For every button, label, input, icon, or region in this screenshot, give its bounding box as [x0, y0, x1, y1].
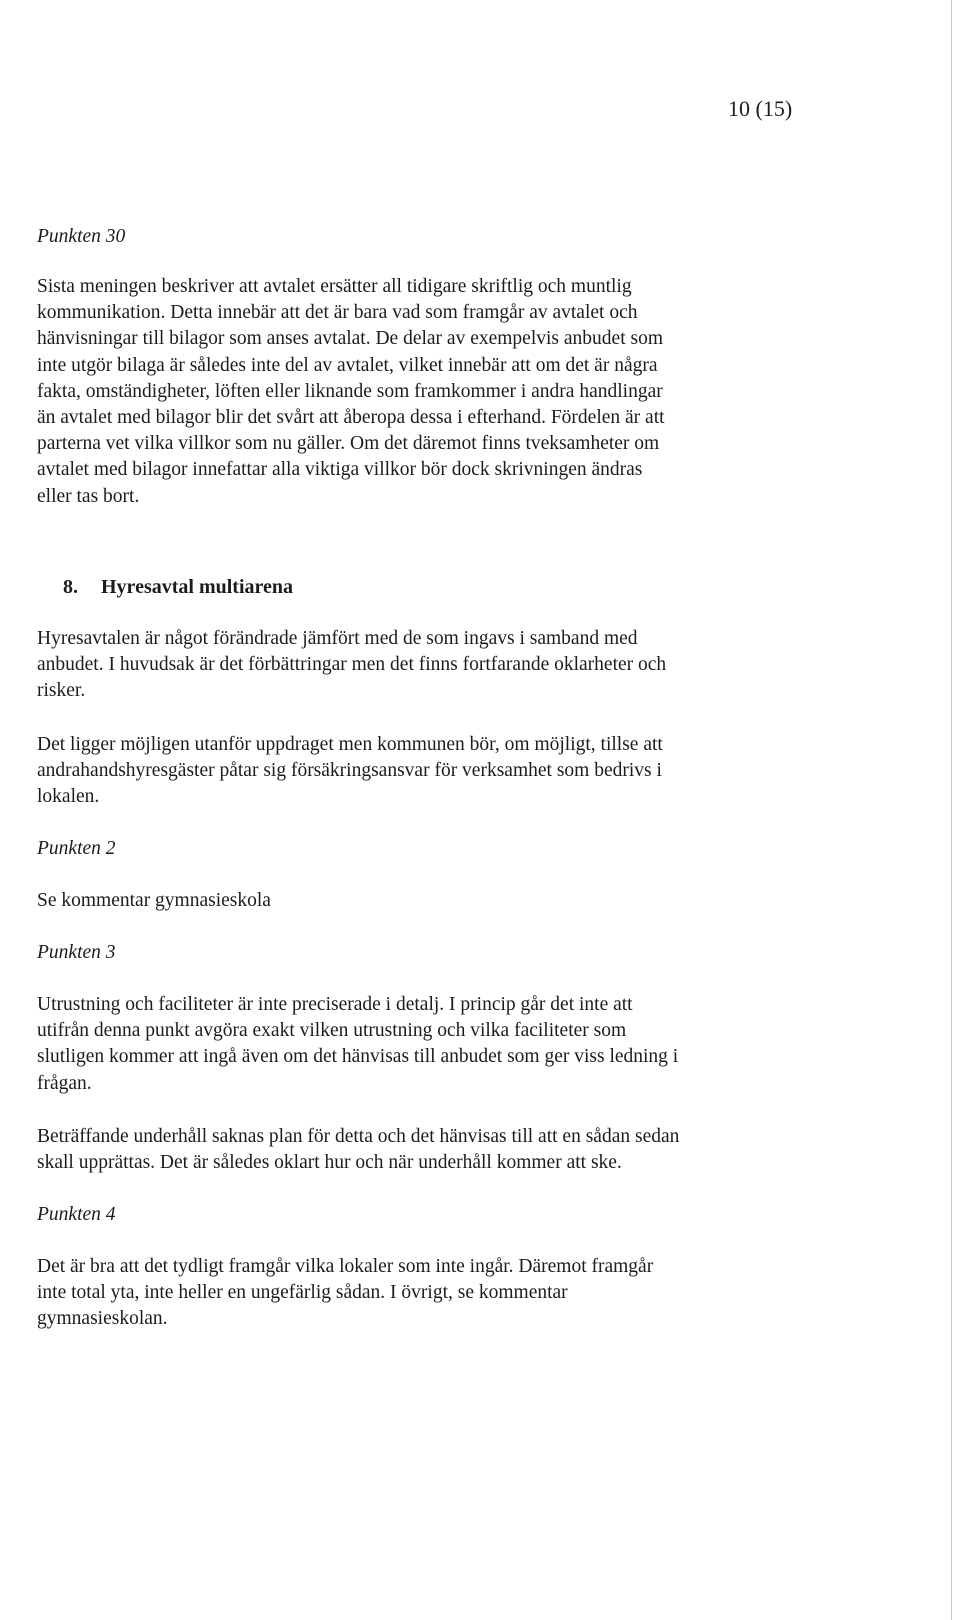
punkten-2-heading: Punkten 2: [37, 838, 116, 859]
section-8-paragraph-2: Det ligger möjligen utanför uppdraget men kommunen bör, om möjligt, tillse att andrahandshyresgäster påtar sig försäkringsansvar för verksamhet som bedrivs i lokalen.: [37, 734, 663, 808]
punkten-30-heading: Punkten 30: [37, 226, 126, 247]
punkten-4-body: Det är bra att det tydligt framgår vilka lokaler som inte ingår. Däremot framgår inte total yta, inte heller en ungefärlig sådan. I övrigt, se kommentar gymnasieskolan.: [37, 1256, 654, 1330]
page-edge-line: [951, 0, 952, 1620]
punkten-4-heading: Punkten 4: [37, 1204, 116, 1225]
punkten-3-paragraph-2: Beträffande underhåll saknas plan för detta och det hänvisas till att en sådan sedan skall upprättas. Det är således oklart hur och när underhåll kommer att ske.: [37, 1126, 680, 1174]
section-8-paragraph-1: Hyresavtalen är något förändrade jämfört med de som ingavs i samband med anbudet. I huvudsak är det förbättringar men det finns fortfarande oklarheter och risker.: [37, 628, 667, 702]
punkten-2-body: Se kommentar gymnasieskola: [37, 890, 271, 911]
punkten-3-heading: Punkten 3: [37, 942, 116, 963]
section-8-number: 8.: [63, 576, 78, 598]
section-8-heading: [63, 574, 293, 600]
punkten-3-paragraph-1: Utrustning och faciliteter är inte preciserade i detalj. I princip går det inte att utifrån denna punkt avgöra exakt vilken utrustning och vilka faciliteter som slutligen kommer att ingå även om det hänvisas till anbudet som ger viss ledning i frågan.: [37, 994, 679, 1094]
punkten-30-body: Sista meningen beskriver att avtalet ersätter all tidigare skriftlig och muntlig kommunikation. Detta innebär att det är bara vad som framgår av avtalet och hänvisningar till bilagor som anses avtalat. De delar av exempelvis anbudet som inte utgör bilaga är således inte del av avtalet, vilket innebär att om det är några fakta, omständigheter, löften eller liknande som framkommer i andra handlingar än avtalet med bilagor blir det svårt att åberopa dessa i efterhand. Fördelen är att parterna vet vilka villkor som nu gäller. Om det däremot finns tveksamheter om avtalet med bilagor innefattar alla viktiga villkor bör dock skrivningen ändras eller tas bort.: [37, 276, 665, 507]
section-8-title: Hyresavtal multiarena: [101, 576, 294, 598]
page-number: 10 (15): [728, 96, 793, 121]
